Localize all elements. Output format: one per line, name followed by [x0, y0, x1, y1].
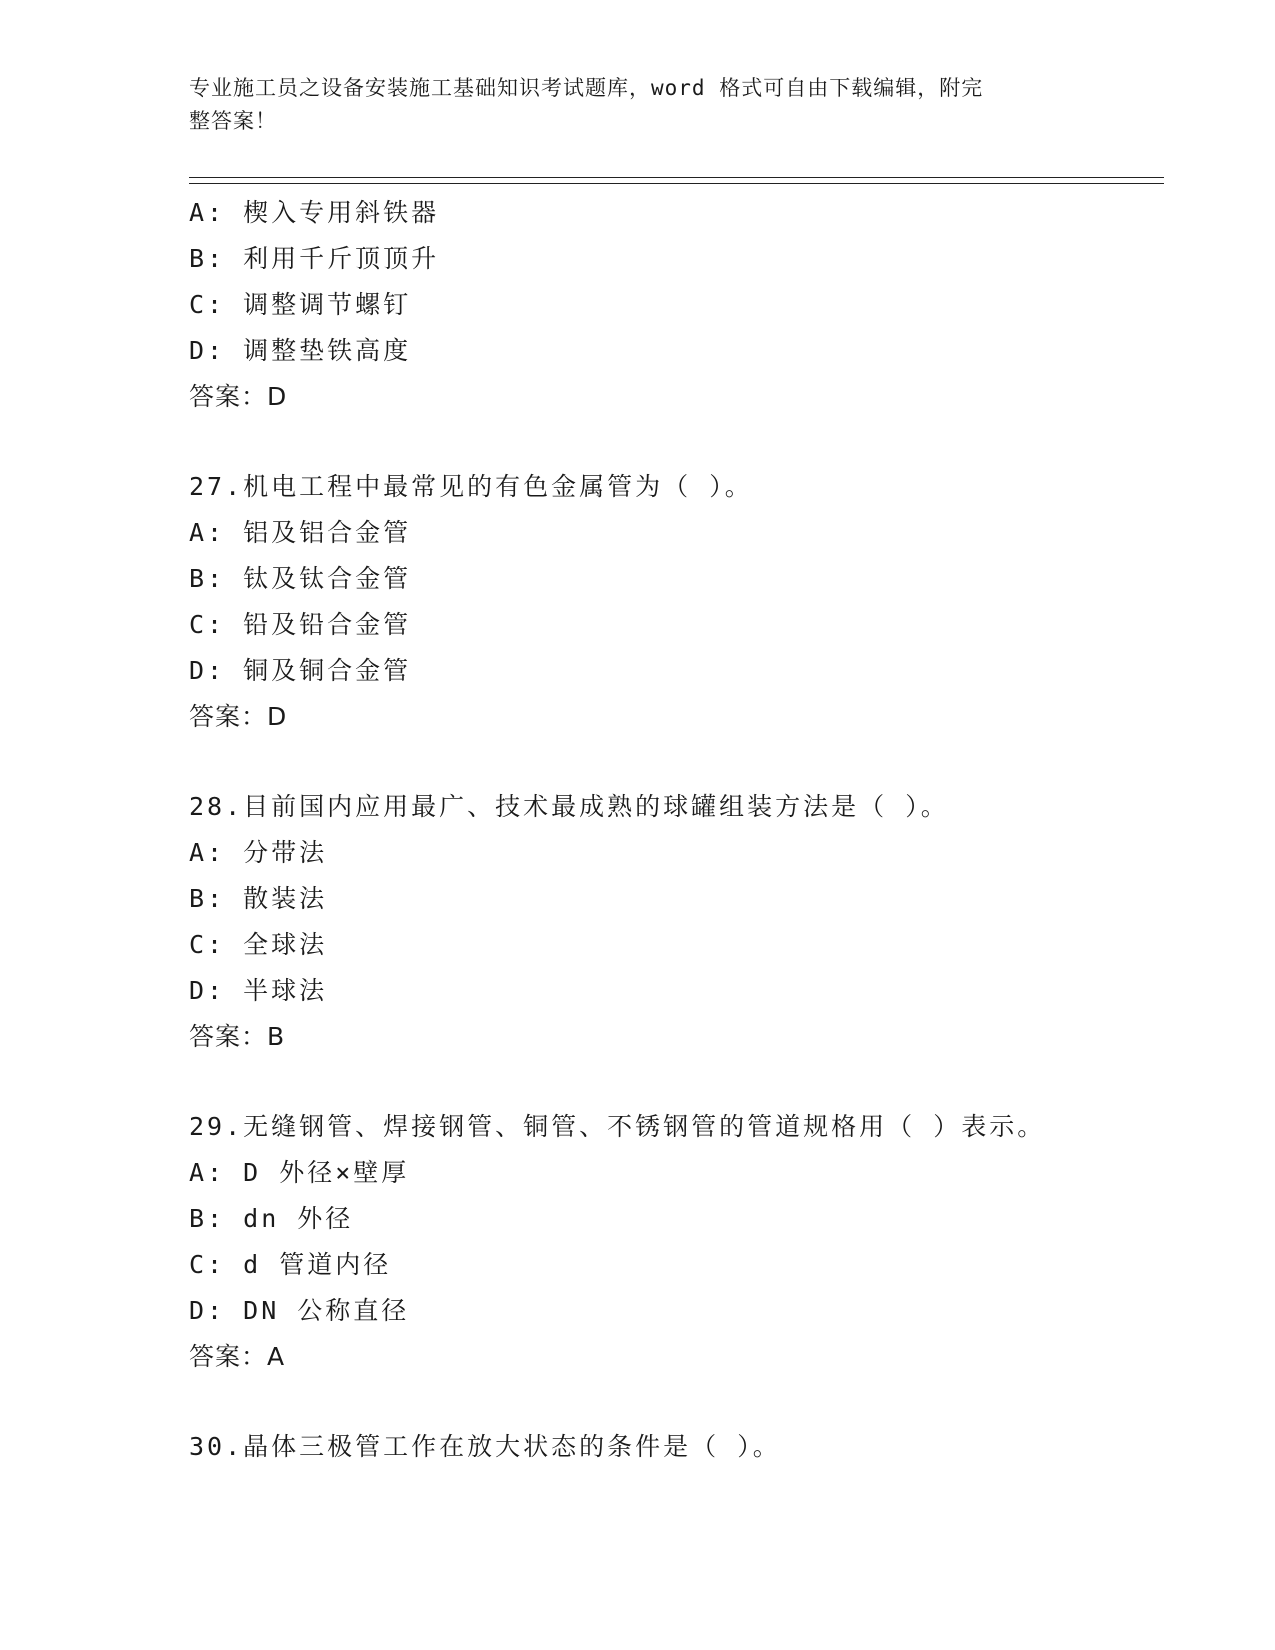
option-a: A: 分带法 — [189, 838, 328, 867]
option-a: A: D 外径×壁厚 — [189, 1158, 410, 1187]
answer-line: 答案：A — [189, 1342, 286, 1371]
question-list — [189, 190, 1164, 1470]
option-d: D: 铜及铜合金管 — [189, 656, 412, 685]
question-block — [189, 1104, 1164, 1380]
option-a: A: 楔入专用斜铁器 — [189, 198, 440, 227]
option-b: B: 钛及钛合金管 — [189, 564, 412, 593]
question-text: 30.晶体三极管工作在放大状态的条件是（ ）。 — [189, 1432, 781, 1461]
answer-line: 答案：D — [189, 702, 288, 731]
option-d: D: 调整垫铁高度 — [189, 336, 412, 365]
question-text: 27.机电工程中最常见的有色金属管为（ ）。 — [189, 472, 753, 501]
option-c: C: 调整调节螺钉 — [189, 290, 412, 319]
question-text: 28.目前国内应用最广、技术最成熟的球罐组装方法是（ ）。 — [189, 792, 949, 821]
option-d: D: DN 公称直径 — [189, 1296, 410, 1325]
header-line-1: 专业施工员之设备安装施工基础知识考试题库，word 格式可自由下载编辑，附完 — [189, 76, 984, 100]
option-b: B: dn 外径 — [189, 1204, 354, 1233]
question-text: 29.无缝钢管、焊接钢管、铜管、不锈钢管的管道规格用（ ）表示。 — [189, 1112, 1046, 1141]
answer-line: 答案：B — [189, 1022, 286, 1051]
option-a: A: 铝及铝合金管 — [189, 518, 412, 547]
question-block — [189, 1424, 1164, 1470]
option-d: D: 半球法 — [189, 976, 328, 1005]
header-divider-top — [189, 177, 1164, 178]
question-block — [189, 784, 1164, 1060]
option-c: C: 全球法 — [189, 930, 328, 959]
option-c: C: d 管道内径 — [189, 1250, 392, 1279]
header-divider-bottom — [189, 183, 1164, 184]
question-block — [189, 464, 1164, 740]
option-b: B: 利用千斤顶顶升 — [189, 244, 440, 273]
document-header — [189, 72, 1069, 138]
option-b: B: 散装法 — [189, 884, 328, 913]
option-c: C: 铅及铅合金管 — [189, 610, 412, 639]
answer-line: 答案：D — [189, 382, 288, 411]
header-line-2: 整答案！ — [189, 109, 277, 133]
question-block — [189, 190, 1164, 420]
